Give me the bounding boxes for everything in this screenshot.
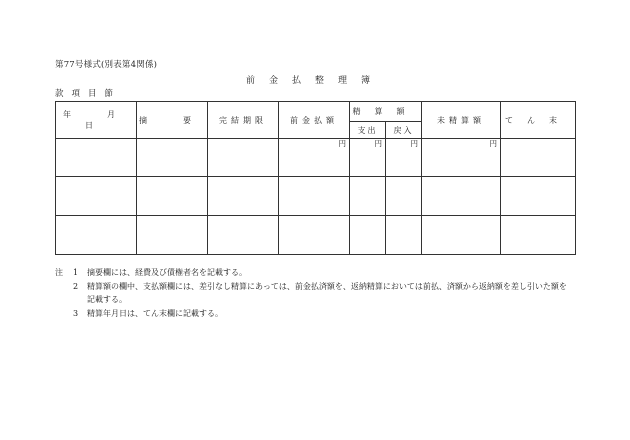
refund-cell[interactable] [386, 177, 422, 216]
header-settlement-amount: 精算額 [350, 102, 422, 122]
header-summary: 摘 要 [137, 102, 208, 139]
advance-amount-cell[interactable] [279, 216, 350, 255]
budget-subject-label: 款項目節 [55, 89, 122, 99]
completion-deadline-cell[interactable] [208, 216, 279, 255]
header-unsettled-amount: 未精算額 [422, 102, 501, 139]
header-completion-deadline: 完結期限 [208, 102, 279, 139]
payment-cell[interactable] [350, 177, 386, 216]
note-item [55, 266, 585, 280]
header-disposition: てん末 [501, 102, 576, 139]
refund-cell[interactable] [386, 216, 422, 255]
notes-section [55, 266, 585, 320]
note-item [55, 307, 585, 321]
unsettled-amount-cell[interactable] [422, 177, 501, 216]
date-cell[interactable] [56, 139, 137, 177]
table-row [56, 216, 576, 255]
refund-cell[interactable] [386, 139, 422, 177]
note-number: 1 [73, 268, 79, 277]
note-number: 3 [73, 308, 79, 318]
note-text: 摘要欄には、経費及び債権者名を記載する。 [87, 268, 247, 277]
completion-deadline-cell[interactable] [208, 177, 279, 216]
summary-cell[interactable] [137, 139, 208, 177]
header-payment: 支出 [350, 122, 386, 139]
notes-prefix: 注 [55, 268, 63, 277]
yen-unit: 円 [374, 139, 382, 148]
note-number: 2 [73, 281, 79, 291]
header-refund: 戻入 [386, 122, 422, 139]
payment-cell[interactable] [350, 216, 386, 255]
yen-unit: 円 [338, 139, 346, 148]
completion-deadline-cell[interactable] [208, 139, 279, 177]
disposition-cell[interactable] [501, 177, 576, 216]
note-continuation: 記載する。 [87, 295, 127, 304]
summary-cell[interactable] [137, 177, 208, 216]
table-row [56, 177, 576, 216]
header-advance-amount: 前金払額 [279, 102, 350, 139]
yen-unit: 円 [489, 139, 497, 148]
disposition-cell[interactable] [501, 139, 576, 177]
summary-cell[interactable] [137, 216, 208, 255]
date-cell[interactable] [56, 216, 137, 255]
note-text: 精算額の欄中、支払額欄には、差引なし精算にあっては、前金払済額を、返納精算においては前払、済額から返納額を差し引いた額を [87, 281, 567, 291]
advance-amount-cell[interactable] [279, 177, 350, 216]
header-date: 年 月 日 [56, 102, 137, 139]
payment-cell[interactable] [350, 139, 386, 177]
advance-payment-ledger-table [55, 101, 576, 255]
note-item [55, 280, 585, 294]
document-title: 前金払整理簿 [245, 76, 384, 86]
advance-amount-cell[interactable] [279, 139, 350, 177]
date-cell[interactable] [56, 177, 137, 216]
unsettled-amount-cell[interactable] [422, 216, 501, 255]
disposition-cell[interactable] [501, 216, 576, 255]
table-row [56, 139, 576, 177]
unsettled-amount-cell[interactable] [422, 139, 501, 177]
note-text: 精算年月日は、てん末欄に記載する。 [87, 308, 223, 318]
form-number: 第77号様式(別表第4関係) [55, 60, 158, 70]
yen-unit: 円 [410, 139, 418, 148]
